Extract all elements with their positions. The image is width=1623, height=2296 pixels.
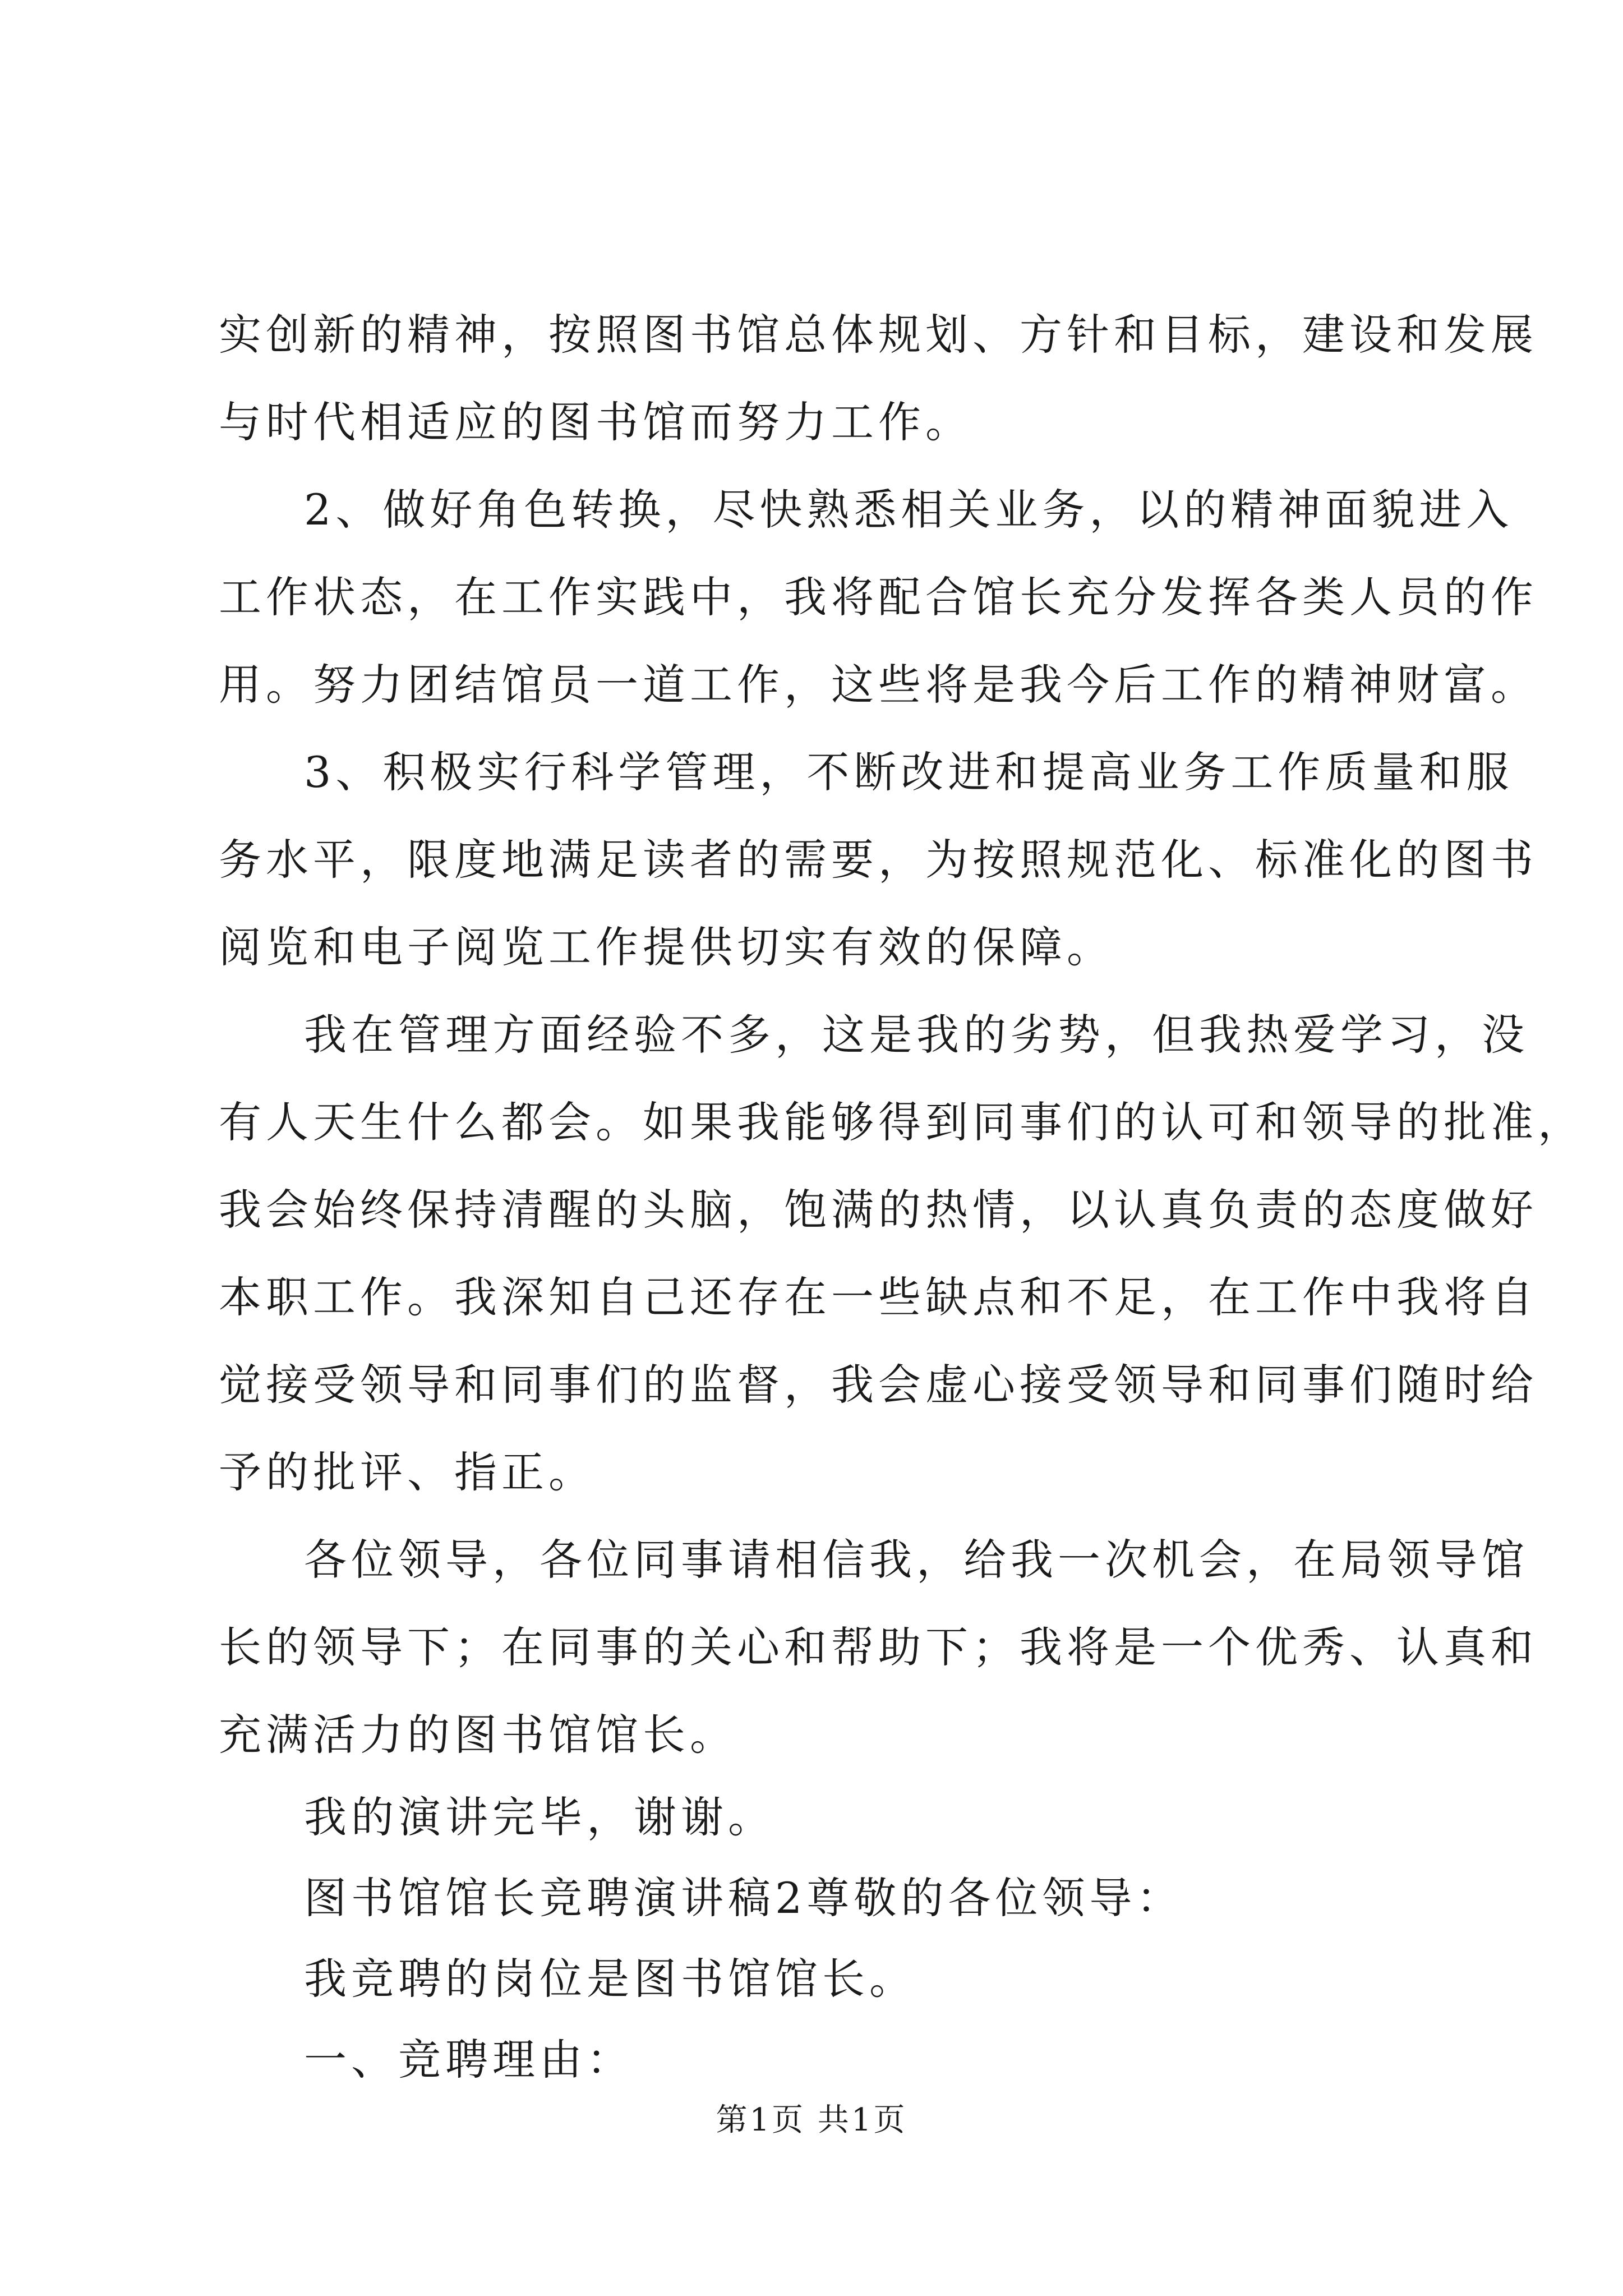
paragraph-start-line: 我的演讲完毕，谢谢。 <box>304 1792 775 1842</box>
paragraph-start-line: 3、积极实行科学管理，不断改进和提高业务工作质量和服 <box>304 747 1514 797</box>
text-line: 长的领导下；在同事的关心和帮助下；我将是一个优秀、认真和 <box>219 1622 1538 1672</box>
text-line: 与时代相适应的图书馆而努力工作。 <box>219 397 972 447</box>
text-line: 觉接受领导和同事们的监督，我会虚心接受领导和同事们随时给 <box>219 1360 1538 1410</box>
paragraph-start-line: 各位领导，各位同事请相信我，给我一次机会，在局领导馆 <box>304 1535 1529 1585</box>
text-line: 有人天生什么都会。如果我能够得到同事们的认可和领导的批准， <box>219 1097 1585 1147</box>
text-line: 充满活力的图书馆馆长。 <box>219 1710 737 1760</box>
text-line: 我会始终保持清醒的头脑，饱满的热情，以认真负责的态度做好 <box>219 1185 1538 1235</box>
paragraph-start-line: 我竞聘的岗位是图书馆馆长。 <box>304 1954 916 2004</box>
text-line: 工作状态，在工作实践中，我将配合馆长充分发挥各类人员的作 <box>219 572 1538 622</box>
page-footer: 第1页 共1页 <box>716 2102 907 2138</box>
section-heading: 一、竞聘理由： <box>304 2035 634 2085</box>
text-line: 本职工作。我深知自己还存在一些缺点和不足，在工作中我将自 <box>219 1272 1538 1322</box>
text-line: 阅览和电子阅览工作提供切实有效的保障。 <box>219 922 1114 972</box>
text-line: 用。努力团结馆员一道工作，这些将是我今后工作的精神财富。 <box>219 660 1538 710</box>
text-line: 实创新的精神，按照图书馆总体规划、方针和目标，建设和发展 <box>219 310 1538 360</box>
text-line: 予的批评、指正。 <box>219 1447 596 1497</box>
paragraph-start-line: 我在管理方面经验不多，这是我的劣势，但我热爱学习，没 <box>304 1010 1529 1060</box>
paragraph-start-line: 图书馆馆长竞聘演讲稿2尊敬的各位领导： <box>304 1873 1184 1923</box>
paragraph-start-line: 2、做好角色转换，尽快熟悉相关业务，以的精神面貌进入 <box>304 485 1514 535</box>
text-line: 务水平，限度地满足读者的需要，为按照规范化、标准化的图书 <box>219 835 1538 885</box>
